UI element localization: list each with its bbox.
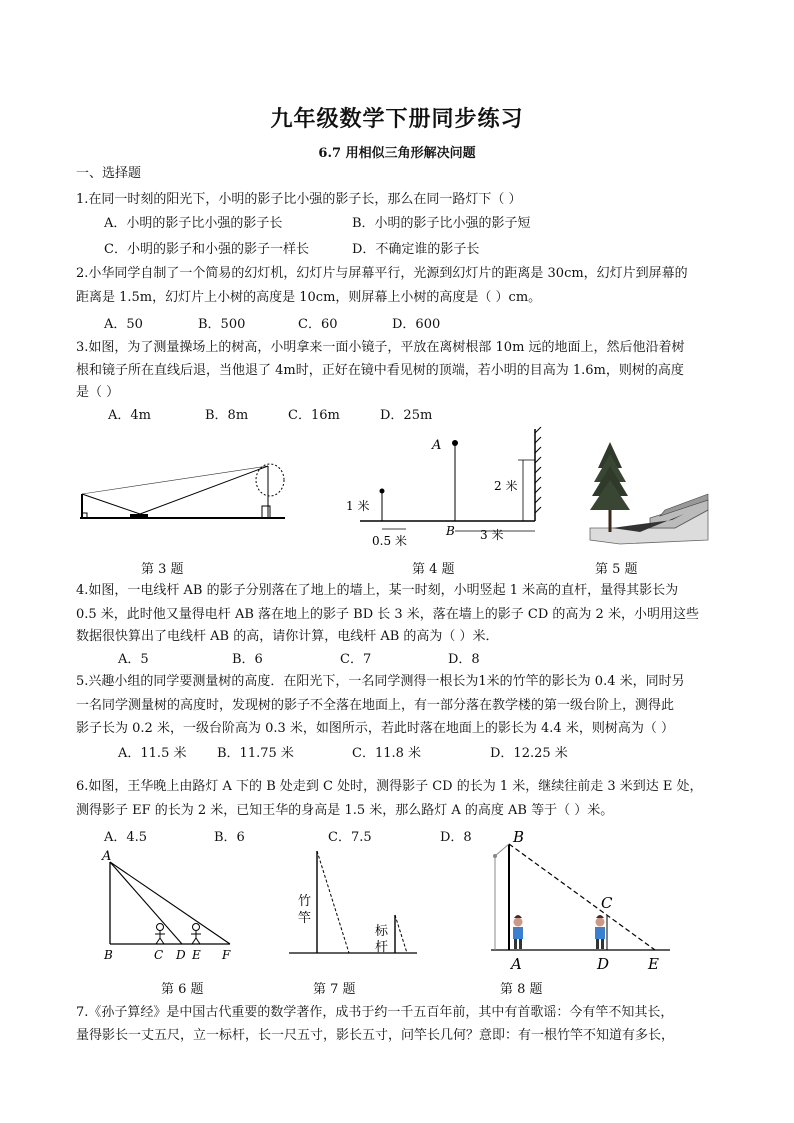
caption-fig5: 第 5 题 <box>595 562 638 577</box>
q4-option-d: D．8 <box>448 652 480 667</box>
page-subtitle: 6.7 用相似三角形解决问题 <box>318 146 476 161</box>
fig7-pole2-char2: 杆 <box>375 940 389 955</box>
q4-line3: 数据很快算出了电线杆 AB 的高，请你计算，电线杆 AB 的高为（ ）米． <box>76 629 499 644</box>
q6-option-c: C．7.5 <box>328 830 372 845</box>
q3-line3: 是（ ） <box>76 385 120 400</box>
person-at-a-icon <box>513 915 523 949</box>
q5-line2: 一名同学测量树的高度时，发现树的影子不全落在地面上，有一部分落在教学楼的第一级台阶上，测得此 <box>76 698 675 713</box>
caption-fig4: 第 4 题 <box>412 562 455 577</box>
q3-option-c: C．16m <box>288 408 340 423</box>
q3-option-a: A．4m <box>108 408 151 423</box>
q1-option-b: B．小明的影子比小强的影子短 <box>352 216 531 231</box>
fig4-label-a: A <box>432 438 442 453</box>
fig7-pole1-char1: 竹 <box>298 894 312 909</box>
q5-line3: 影子长为 0.2 米，一级台阶高为 0.3 米，如图所示，若此时落在地面上的影长为 4.4 米，则树高为（ ） <box>76 721 674 736</box>
q2-option-a: A．50 <box>104 317 143 332</box>
q2-option-c: C．60 <box>298 317 338 332</box>
fig7-pole2-char1: 标 <box>375 924 389 939</box>
q5-option-c: C．11.8 米 <box>352 746 422 761</box>
figure-q8-streetlamp <box>485 826 675 976</box>
q2-line2: 距离是 1.5m，幻灯片上小树的高度是 10cm，则屏幕上小树的高度是（ ）cm。 <box>76 290 542 305</box>
fig6-label-e: E <box>192 948 201 962</box>
q5-option-b: B．11.75 米 <box>217 746 294 761</box>
q2-option-d: D．600 <box>392 317 441 332</box>
q6-option-b: B．6 <box>214 830 245 845</box>
q1-option-d: D．不确定谁的影子长 <box>352 242 480 257</box>
fig8-label-c: C <box>601 894 613 912</box>
fig6-label-c: C <box>154 948 164 962</box>
section-heading: 一、选择题 <box>76 166 142 181</box>
fig4-2m: 2 米 <box>494 479 518 493</box>
q3-option-d: D．25m <box>380 408 433 423</box>
figure-q5-tree-steps <box>580 440 720 550</box>
fig6-label-f: F <box>222 948 231 962</box>
q4-line2: 0.5 米，此时他又量得电杆 AB 落在地上的影子 BD 长 3 米，落在墙上的影子 CD 的高为 2 米，小明用这些 <box>76 607 699 622</box>
q6-option-a: A．4.5 <box>104 830 148 845</box>
q7-line2: 量得影长一丈五尺，立一标杆，长一尺五寸，影长五寸，问竿长几何？意即：有一根竹竿不知道有多长， <box>76 1028 675 1043</box>
fig4-05m: 0.5 米 <box>372 534 407 548</box>
q1-stem: 1.在同一时刻的阳光下，小明的影子比小强的影子长，那么在同一路灯下（ ） <box>76 192 522 207</box>
q3-option-b: B．8m <box>205 408 249 423</box>
fig6-label-b: B <box>104 948 113 962</box>
fig4-label-b: B <box>446 524 455 538</box>
figure-q4-pole-wall <box>340 425 560 550</box>
q6-line2: 测得影子 EF 的长为 2 米，已知王华的身高是 1.5 米，那么路灯 A 的高度 AB 等于（ ）米。 <box>76 803 614 818</box>
q5-line1: 5.兴趣小组的同学要测量树的高度．在阳光下，一名同学测得一根长为1米的竹竿的影长为 0.4 米，同时另 <box>76 674 685 689</box>
q4-option-a: A．5 <box>118 652 149 667</box>
q4-line1: 4.如图，一电线杆 AB 的影子分别落在了地上的墙上，某一时刻，小明竖起 1 米高的直杆，量得其影长为 <box>76 583 679 598</box>
q2-line1: 2.小华同学自制了一个简易的幻灯机，幻灯片与屏幕平行，光源到幻灯片的距离是 30cm，幻灯片到屏幕的 <box>76 266 688 281</box>
q3-line2: 根和镜子所在直线后退，当他退了 4m时，正好在镜中看见树的顶端，若小明的目高为 1.6m，则树的高度 <box>76 363 684 378</box>
q5-option-a: A．11.5 米 <box>118 746 187 761</box>
q7-line1: 7.《孙子算经》是中国古代重要的数学著作，成书于约一千五百年前，其中有首歌谣：今有竿不知其长， <box>76 1005 674 1020</box>
q1-option-c: C．小明的影子和小强的影子一样长 <box>104 242 309 257</box>
q2-option-b: B．500 <box>198 317 246 332</box>
q4-option-b: B．6 <box>232 652 263 667</box>
figure-q7-poles <box>285 845 425 960</box>
caption-fig3: 第 3 题 <box>141 562 184 577</box>
fig8-label-a: A <box>511 955 522 973</box>
fig8-label-b: B <box>513 828 525 846</box>
q6-line1: 6.如图，王华晚上由路灯 A 下的 B 处走到 C 处时，测得影子 CD 的长为 1 米，继续往前走 3 米到达 E 处， <box>76 779 703 794</box>
q1-option-a: A．小明的影子比小强的影子长 <box>104 216 283 231</box>
q6-option-d: D．8 <box>440 830 472 845</box>
fig4-3m: 3 米 <box>480 528 504 542</box>
caption-fig8: 第 8 题 <box>500 982 543 997</box>
fig7-pole1-char2: 竿 <box>298 911 312 926</box>
caption-fig7: 第 7 题 <box>313 982 356 997</box>
person-at-d-icon <box>595 915 605 949</box>
q4-option-c: C．7 <box>340 652 372 667</box>
fig8-label-e: E <box>648 955 659 973</box>
fig6-label-d: D <box>176 948 186 962</box>
q5-option-d: D．12.25 米 <box>490 746 568 761</box>
q3-line1: 3.如图，为了测量操场上的树高，小明拿来一面小镜子，平放在离树根部 10m 远的地面上，然后他沿着树 <box>76 340 685 355</box>
figure-q6-streetlight <box>98 848 248 963</box>
caption-fig6: 第 6 题 <box>161 982 204 997</box>
fig8-label-d: D <box>597 955 610 973</box>
fig6-label-a: A <box>102 849 112 864</box>
page-title: 九年级数学下册同步练习 <box>270 106 524 132</box>
fig4-1m: 1 米 <box>346 499 370 513</box>
figure-q3-mirror <box>70 450 290 525</box>
